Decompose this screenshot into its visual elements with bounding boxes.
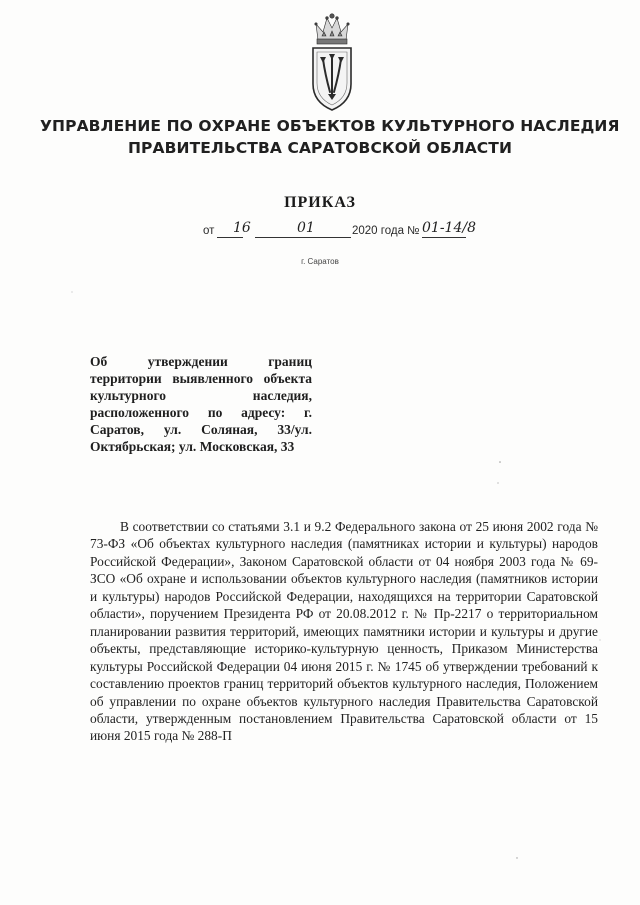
- organization-name-line-2: ПРАВИТЕЛЬСТВА САРАТОВСКОЙ ОБЛАСТИ: [127, 139, 513, 157]
- city-label: г. Саратов: [301, 257, 339, 266]
- order-preamble-paragraph: В соответствии со статьями 3.1 и 9.2 Федерального закона от 25 июня 2002 года № 73-ФЗ «Об объектах культурного наследия (памятниках истории и культуры) народов Российской Федерации», Законом Саратовской области от 04 ноября 2003 года № 69-ЗСО «Об охране и использовании объектов культурного наследия (памятников истории и культуры) народов Российской Федерации, находящихся на территории Саратовской области», поручением Президента РФ от 20.08.2012 г. № Пр-2217 о территориальном планировании развития территорий, имеющих памятники истории и культуры и другие объекты, представляющие историко-культурную ценность, Приказом Министерства культуры Российской Федерации 04 июня 2015 г. № 1745 об утверждении требований к составлению проектов границ территорий объектов культурного наследия, Положением об управлении по охране объектов культурного наследия Правительства Саратовской области, утвержденным постановлением Правительства Саратовской области от 15 июня 2015 года № 288-П: [90, 519, 598, 744]
- number-underline: [422, 237, 466, 238]
- order-year-label: 2020 года №: [352, 225, 420, 237]
- order-subject: Об утверждении границ территории выявленного объекта культурного наследия, расположенного по адресу: г. Саратов, ул. Соляная, 33/ул. Октябрьская; ул. Московская, 33: [90, 354, 312, 455]
- order-number-handwritten: 01-14/8: [422, 220, 476, 236]
- order-day-handwritten: 16: [233, 220, 251, 236]
- document-type-title: ПРИКАЗ: [284, 194, 356, 211]
- month-underline: [255, 237, 351, 238]
- saratov-oblast-coat-of-arms-icon: [304, 10, 360, 114]
- from-label: от: [203, 225, 215, 237]
- day-underline: [217, 237, 243, 238]
- order-month-handwritten: 01: [297, 220, 315, 236]
- organization-name-line-1: УПРАВЛЕНИЕ ПО ОХРАНЕ ОБЪЕКТОВ КУЛЬТУРНОГО НАСЛЕДИЯ: [40, 117, 620, 135]
